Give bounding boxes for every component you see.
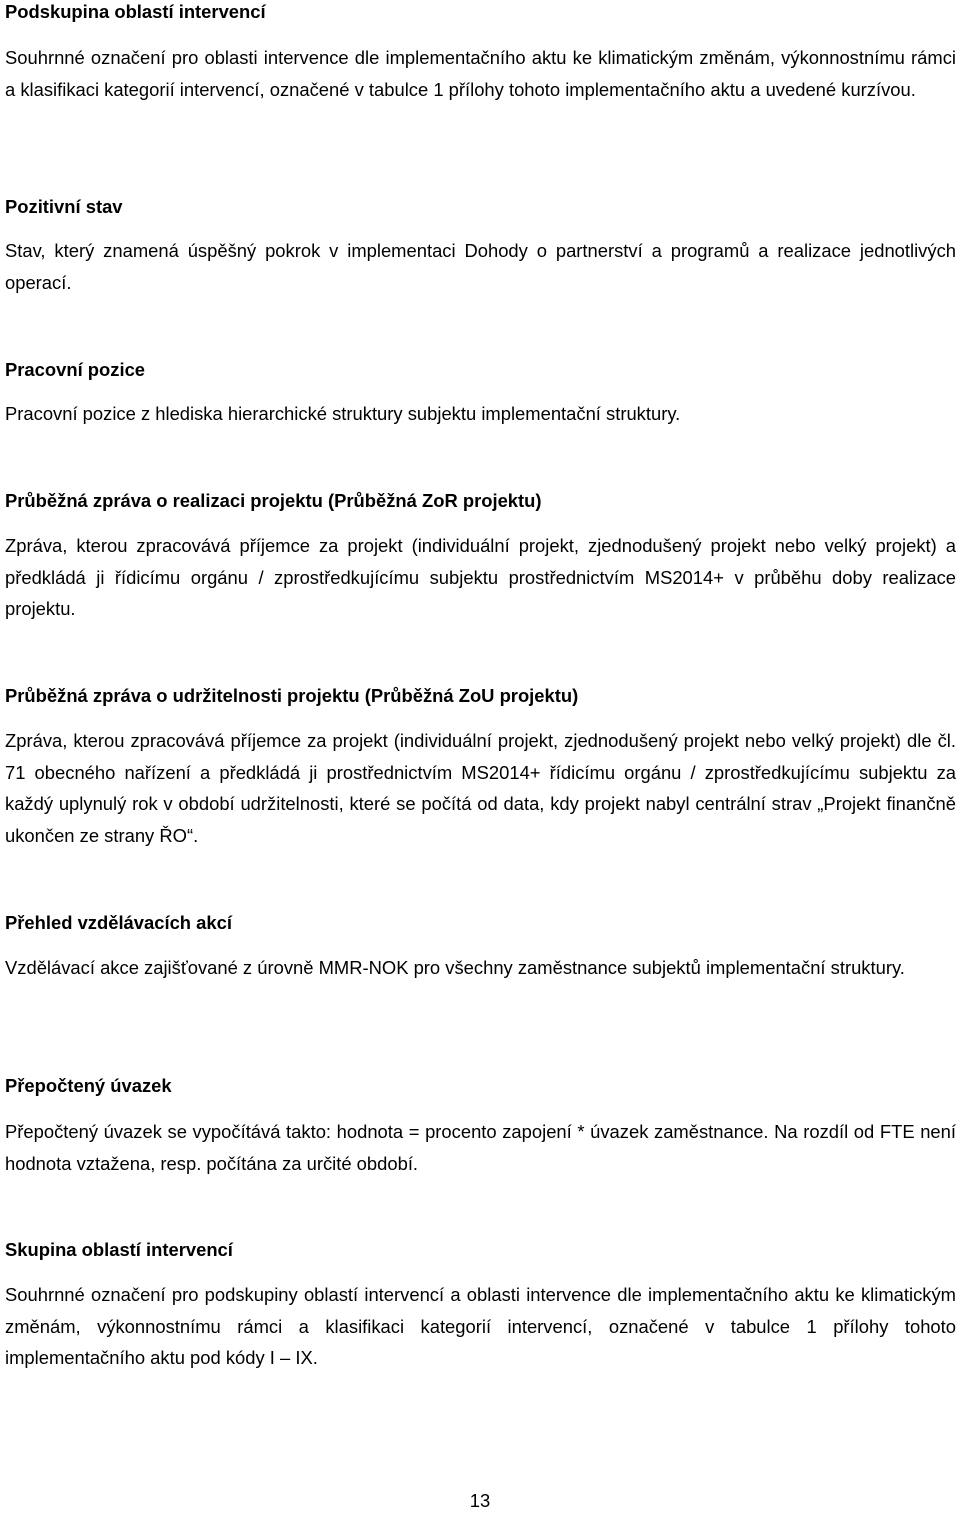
entry-definition: Zpráva, kterou zpracovává příjemce za projekt (individuální projekt, zjednodušený projekt nebo velký projekt) dle čl. 71 obecného nařízení a předkládá ji prostřednictvím MS2014+ řídicímu orgánu / zprostředkujícímu subjektu za každý uplynulý rok v období udržitelnosti, které se počítá od data, kdy projekt nabyl centrální strav „Projekt finančně ukončen ze strany ŘO“. [5,730,956,846]
page-number: 13 [469,1490,491,1511]
entry-term: Přehled vzdělávacích akcí [5,912,232,933]
glossary-entry [5,358,956,430]
entry-definition: Vzdělávací akce zajišťované z úrovně MMR-NOK pro všechny zaměstnance subjektů implementační struktury. [5,957,905,978]
glossary-entry [5,0,956,105]
glossary-entry [5,489,956,625]
entry-definition: Pracovní pozice z hlediska hierarchické struktury subjektu implementační struktury. [5,403,681,424]
glossary-entry [5,1074,956,1179]
glossary-entry [5,1238,956,1374]
entry-term: Pracovní pozice [5,359,146,380]
entry-term: Průběžná zpráva o udržitelnosti projektu (Průběžná ZoU projektu) [5,685,579,706]
glossary-entry [5,911,956,984]
glossary-entry [5,684,956,851]
entry-definition: Souhrnné označení pro oblasti intervence dle implementačního aktu ke klimatickým změnám, výkonnostnímu rámci a klasifikaci kategorií intervencí, označené v tabulce 1 přílohy tohoto implementačního aktu a uvedené kurzívou. [5,47,956,100]
entry-definition: Zpráva, kterou zpracovává příjemce za projekt (individuální projekt, zjednodušený projekt nebo velký projekt) a předkládá ji řídicímu orgánu / zprostředkujícímu subjektu prostřednictvím MS2014+ v průběhu doby realizace projektu. [5,535,956,619]
entry-term: Pozitivní stav [5,196,123,217]
entry-definition: Souhrnné označení pro podskupiny oblastí intervencí a oblasti intervence dle implementačního aktu ke klimatickým změnám, výkonnostnímu rámci a klasifikaci kategorií intervencí, označené v tabulce 1 přílohy tohoto implementačního aktu pod kódy I – IX. [5,1284,956,1368]
glossary-entry [5,195,956,298]
entry-term: Skupina oblastí intervencí [5,1239,233,1260]
entry-term: Průběžná zpráva o realizaci projektu (Průběžná ZoR projektu) [5,490,542,511]
entry-term: Přepočtený úvazek [5,1075,172,1096]
entry-definition: Stav, který znamená úspěšný pokrok v implementaci Dohody o partnerství a programů a realizace jednotlivých operací. [5,240,956,293]
entry-term: Podskupina oblastí intervencí [5,1,266,22]
entry-definition: Přepočtený úvazek se vypočítává takto: hodnota = procento zapojení * úvazek zaměstnance. Na rozdíl od FTE není hodnota vztažena, resp. počítána za určité období. [5,1121,956,1174]
